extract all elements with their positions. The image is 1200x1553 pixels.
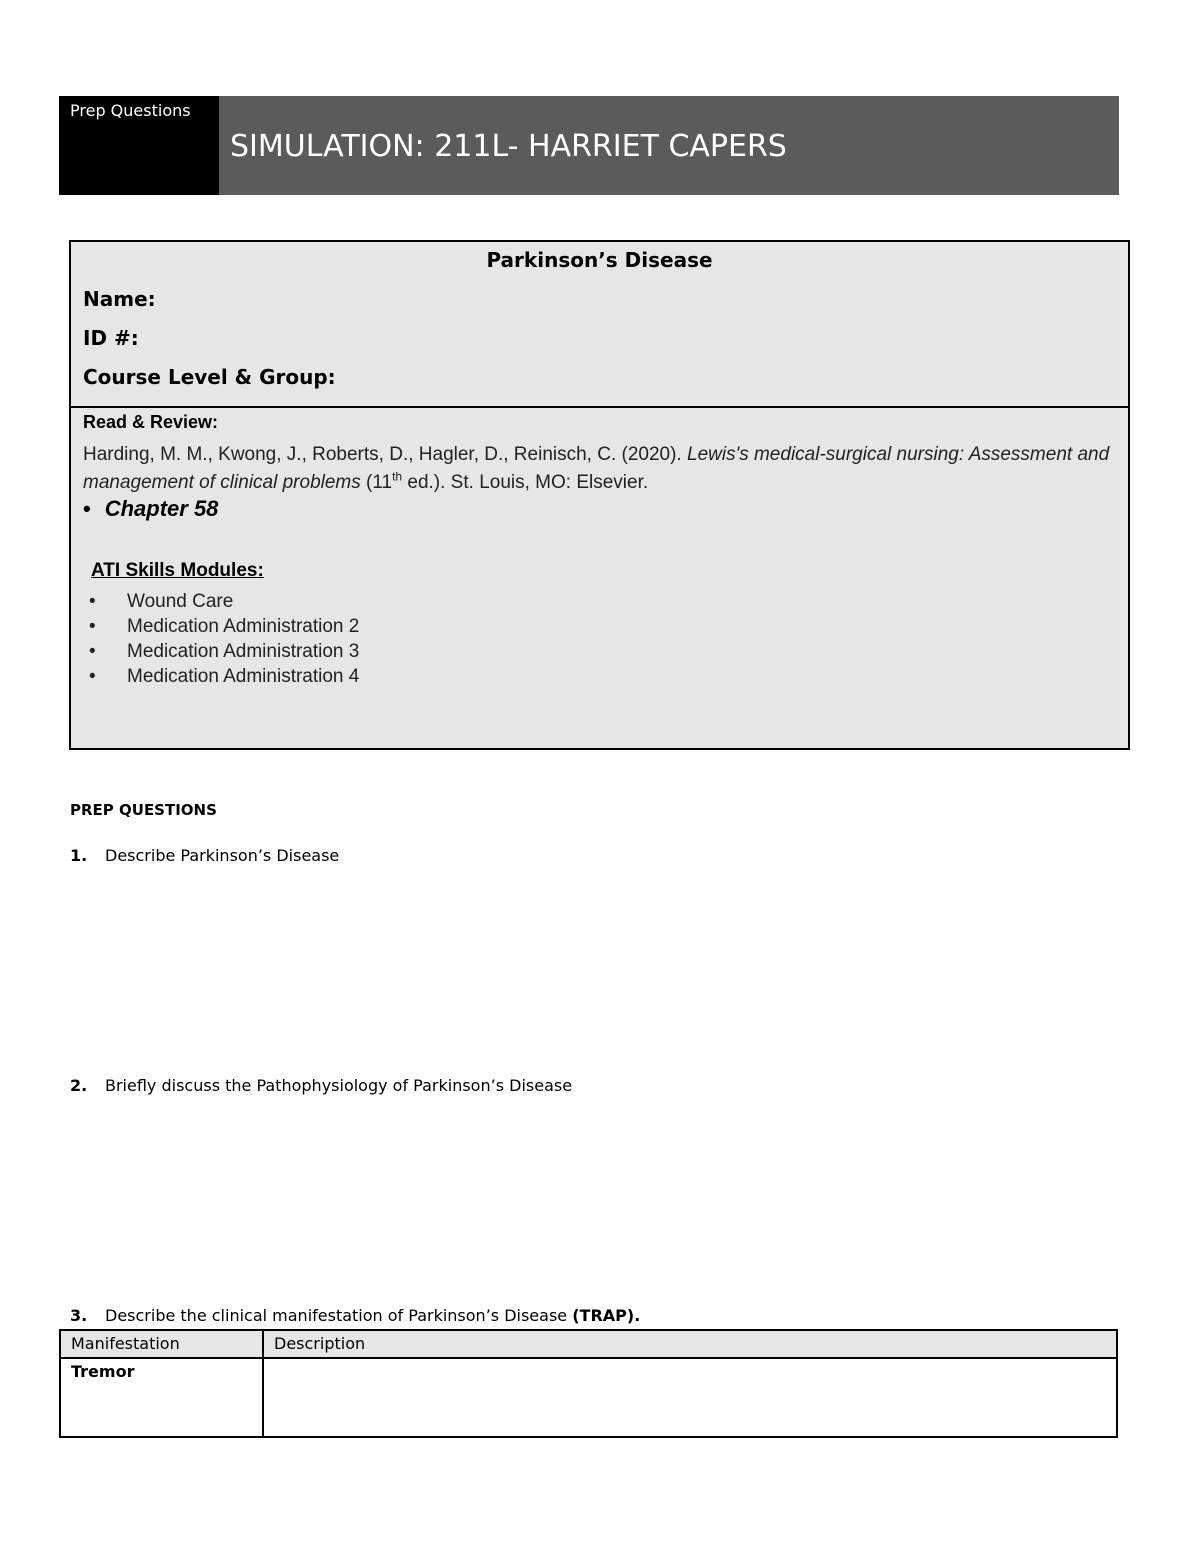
list-item	[89, 589, 359, 614]
chapter-label: Chapter 58	[104, 496, 219, 521]
modules-list	[89, 589, 359, 689]
question-number: 3.	[70, 1306, 88, 1325]
question-emphasis: (TRAP).	[572, 1306, 641, 1325]
ati-skills-label: ATI Skills Modules:	[91, 560, 264, 581]
module-label: Medication Administration 3	[127, 641, 360, 662]
question-2	[70, 1076, 572, 1095]
citation-edition-sup: th	[392, 469, 403, 484]
list-item	[89, 664, 359, 689]
box-heading: Parkinson’s Disease	[486, 248, 713, 272]
module-label: Wound Care	[127, 591, 234, 612]
page-title: SIMULATION: 211L- HARRIET CAPERS	[230, 129, 787, 164]
bullet-icon: •	[89, 641, 96, 662]
chapter-item	[83, 496, 218, 522]
table-cell-manifestation: Tremor	[71, 1362, 135, 1381]
bullet-icon: •	[89, 591, 96, 612]
table-header-manifestation: Manifestation	[71, 1334, 180, 1353]
table-cell-description[interactable]	[274, 1362, 1104, 1402]
list-item	[89, 614, 359, 639]
table-column-divider	[262, 1331, 264, 1436]
question-1	[70, 846, 339, 865]
question-text: Describe the clinical manifestation of Parkinson’s Disease	[105, 1306, 573, 1325]
citation	[83, 441, 1113, 497]
bullet-icon: •	[89, 666, 96, 687]
box-divider	[71, 406, 1128, 408]
name-field-label: Name:	[83, 287, 156, 311]
module-label: Medication Administration 2	[127, 616, 360, 637]
citation-book-title: Lewis's medical-surgical nursing: Assessment and management of clinical problems	[83, 444, 1110, 493]
citation-edition-post: ed.). St. Louis, MO: Elsevier.	[402, 472, 649, 493]
table-header-row	[61, 1331, 1116, 1359]
question-text: Describe Parkinson’s Disease	[105, 846, 340, 865]
question-number: 1.	[70, 846, 88, 865]
citation-authors: Harding, M. M., Kwong, J., Roberts, D., Hagler, D., Reinisch, C. (2020).	[83, 444, 687, 465]
id-field-label: ID #:	[83, 326, 139, 350]
header-title-block	[219, 96, 1119, 195]
course-level-field-label: Course Level & Group:	[83, 365, 336, 389]
module-label: Medication Administration 4	[127, 666, 360, 687]
manifestation-table	[59, 1329, 1118, 1438]
bullet-icon: •	[83, 496, 91, 521]
question-number: 2.	[70, 1076, 88, 1095]
question-text: Briefly discuss the Pathophysiology of Parkinson’s Disease	[105, 1076, 573, 1095]
header-label: Prep Questions	[70, 101, 191, 120]
table-header-description: Description	[274, 1334, 366, 1353]
citation-edition-pre: (11	[360, 472, 393, 493]
bullet-icon: •	[89, 616, 96, 637]
read-review-label: Read & Review:	[83, 412, 219, 432]
list-item	[89, 639, 359, 664]
info-box	[69, 240, 1130, 750]
prep-questions-heading: PREP QUESTIONS	[70, 801, 217, 819]
header-label-block	[59, 96, 219, 195]
question-3	[70, 1306, 640, 1325]
